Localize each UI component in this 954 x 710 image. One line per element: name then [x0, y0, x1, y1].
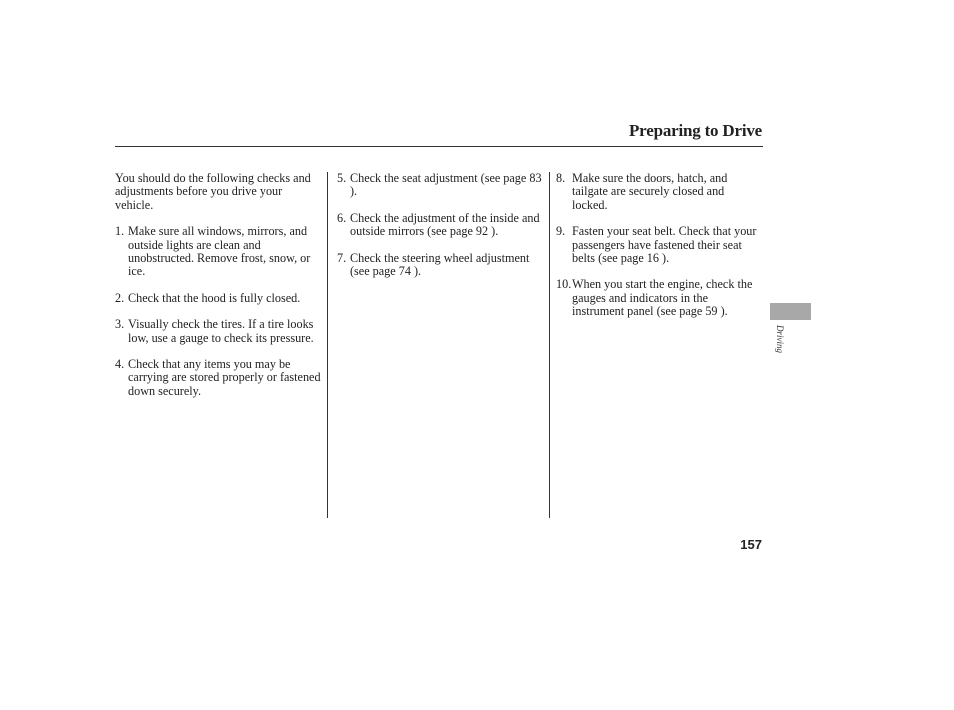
list-item	[556, 172, 760, 212]
item-text: Make sure the doors, hatch, and tailgate are securely closed and locked.	[572, 171, 728, 212]
item-number: 1.	[115, 224, 125, 239]
column-divider	[327, 172, 328, 518]
column-2	[337, 172, 545, 291]
list-item	[115, 225, 323, 279]
list-item	[115, 358, 323, 398]
item-text: Check the adjustment of the inside and outside mirrors (see page 92 ).	[350, 210, 540, 239]
list-item	[337, 252, 545, 279]
item-text: Fasten your seat belt. Check that your passengers have fastened their seat belts (see page 16 ).	[572, 224, 757, 266]
item-number: 3.	[115, 317, 125, 332]
list-item	[115, 292, 323, 305]
header-rule	[115, 146, 763, 147]
item-text: Make sure all windows, mirrors, and outside lights are clean and unobstructed. Remove frost, snow, or ice.	[128, 224, 311, 279]
page-number: 157	[740, 537, 762, 552]
list-item	[337, 212, 545, 239]
item-number: 7.	[337, 250, 347, 265]
item-number: 6.	[337, 210, 347, 225]
item-number: 5.	[337, 171, 347, 185]
item-text: When you start the engine, check the gauges and indicators in the instrument panel (see page 59 ).	[572, 277, 753, 319]
item-text: Check the steering wheel adjustment (see page 74 ).	[350, 250, 530, 279]
item-text: Visually check the tires. If a tire looks low, use a gauge to check its pressure.	[128, 317, 314, 345]
item-number: 2.	[115, 290, 125, 305]
section-label: Driving	[775, 325, 785, 353]
list-item	[115, 318, 323, 345]
list-item	[337, 172, 545, 199]
intro-paragraph: You should do the following checks and adjustments before you drive your vehicle.	[115, 171, 311, 212]
page-title: Preparing to Drive	[629, 121, 762, 140]
list-item	[556, 278, 760, 318]
item-text: Check that any items you may be carrying are stored properly or fastened down securely.	[128, 357, 321, 398]
item-number: 8.	[556, 171, 566, 185]
item-number: 4.	[115, 357, 125, 372]
column-3	[556, 172, 760, 332]
column-1	[115, 172, 323, 411]
column-divider	[549, 172, 550, 518]
item-text: Check the seat adjustment (see page 83 ).	[350, 171, 542, 199]
section-tab	[770, 303, 811, 320]
item-number: 10.	[556, 277, 572, 292]
item-text: Check that the hood is fully closed.	[128, 290, 301, 305]
item-number: 9.	[556, 224, 566, 239]
list-item	[556, 225, 760, 265]
